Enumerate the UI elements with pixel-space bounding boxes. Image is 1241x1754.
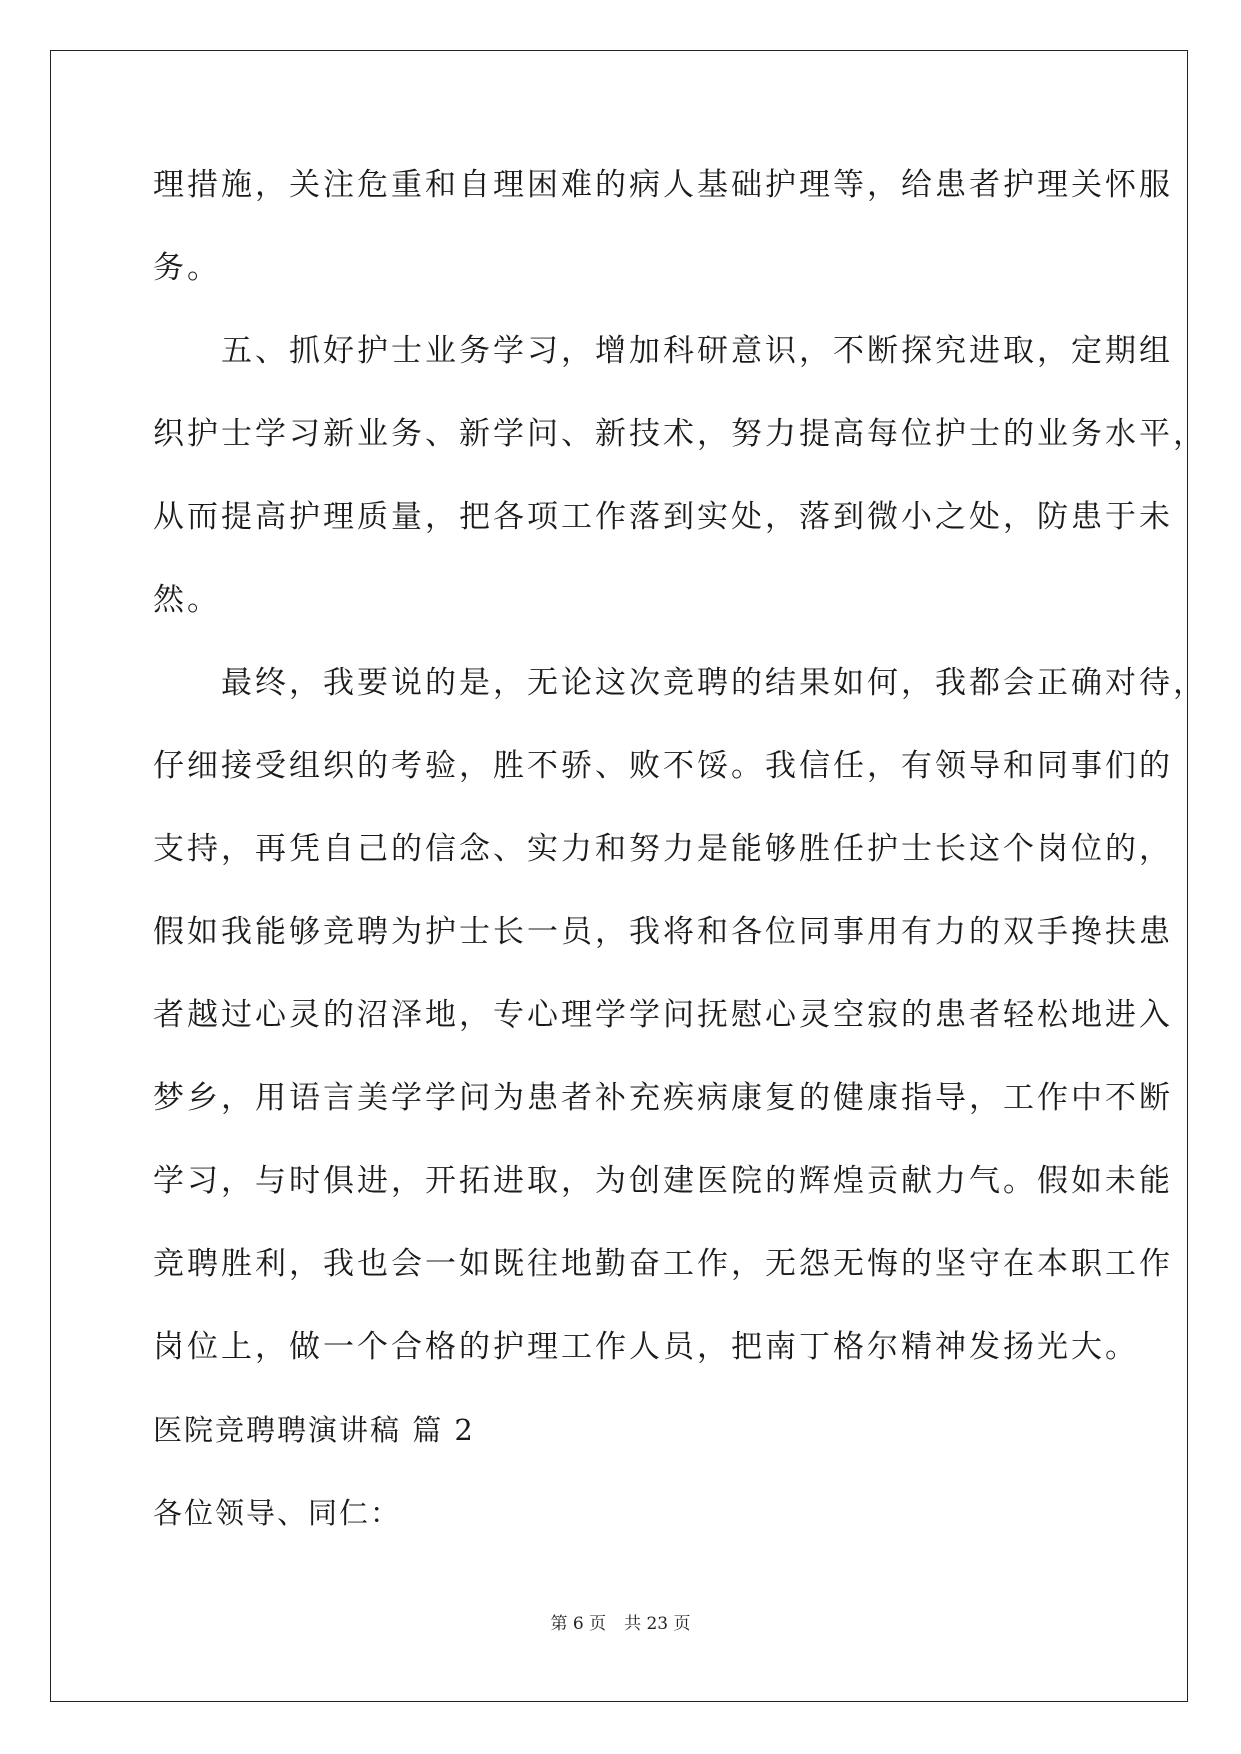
page-total: 共 23 页 <box>624 1614 691 1634</box>
text-line: 理措施，关注危重和自理困难的病人基础护理等，给患者护理关怀服 <box>153 167 1173 203</box>
text-line: 务。 <box>153 250 221 286</box>
text-line: 织护士学习新业务、新学问、新技术，努力提高每位护士的业务水平， <box>153 416 1207 452</box>
text-line: 者越过心灵的沼泽地，专心理学学问抚慰心灵空寂的患者轻松地进入 <box>153 997 1173 1033</box>
text-line: 仔细接受组织的考验，胜不骄、败不馁。我信任，有领导和同事们的 <box>153 748 1173 784</box>
text-line: 竞聘胜利，我也会一如既往地勤奋工作，无怨无悔的坚守在本职工作 <box>153 1246 1173 1282</box>
text-line: 岗位上，做一个合格的护理工作人员，把南丁格尔精神发扬光大。 <box>153 1329 1139 1365</box>
text-line: 五、抓好护士业务学习，增加科研意识，不断探究进取，定期组 <box>153 333 1173 369</box>
text-line: 最终，我要说的是，无论这次竞聘的结果如何，我都会正确对待， <box>153 665 1207 701</box>
salutation: 各位领导、同仁： <box>153 1496 402 1530</box>
text-line: 假如我能够竞聘为护士长一员，我将和各位同事用有力的双手搀扶患 <box>153 914 1173 950</box>
document-body <box>153 165 1207 1576</box>
text-line: 梦乡，用语言美学学问为患者补充疾病康复的健康指导，工作中不断 <box>153 1080 1173 1116</box>
text-line: 学习，与时俱进，开拓进取，为创建医院的辉煌贡献力气。假如未能 <box>153 1163 1173 1199</box>
text-line: 支持，再凭自己的信念、实力和努力是能够胜任护士长这个岗位的， <box>153 831 1173 867</box>
page-number: 第 6 页 <box>550 1614 607 1634</box>
text-line: 然。 <box>153 582 221 618</box>
text-line: 从而提高护理质量，把各项工作落到实处，落到微小之处，防患于未 <box>153 499 1173 535</box>
section-heading: 医院竞聘聘演讲稿 篇 2 <box>153 1413 475 1447</box>
page-footer <box>0 1609 1241 1634</box>
